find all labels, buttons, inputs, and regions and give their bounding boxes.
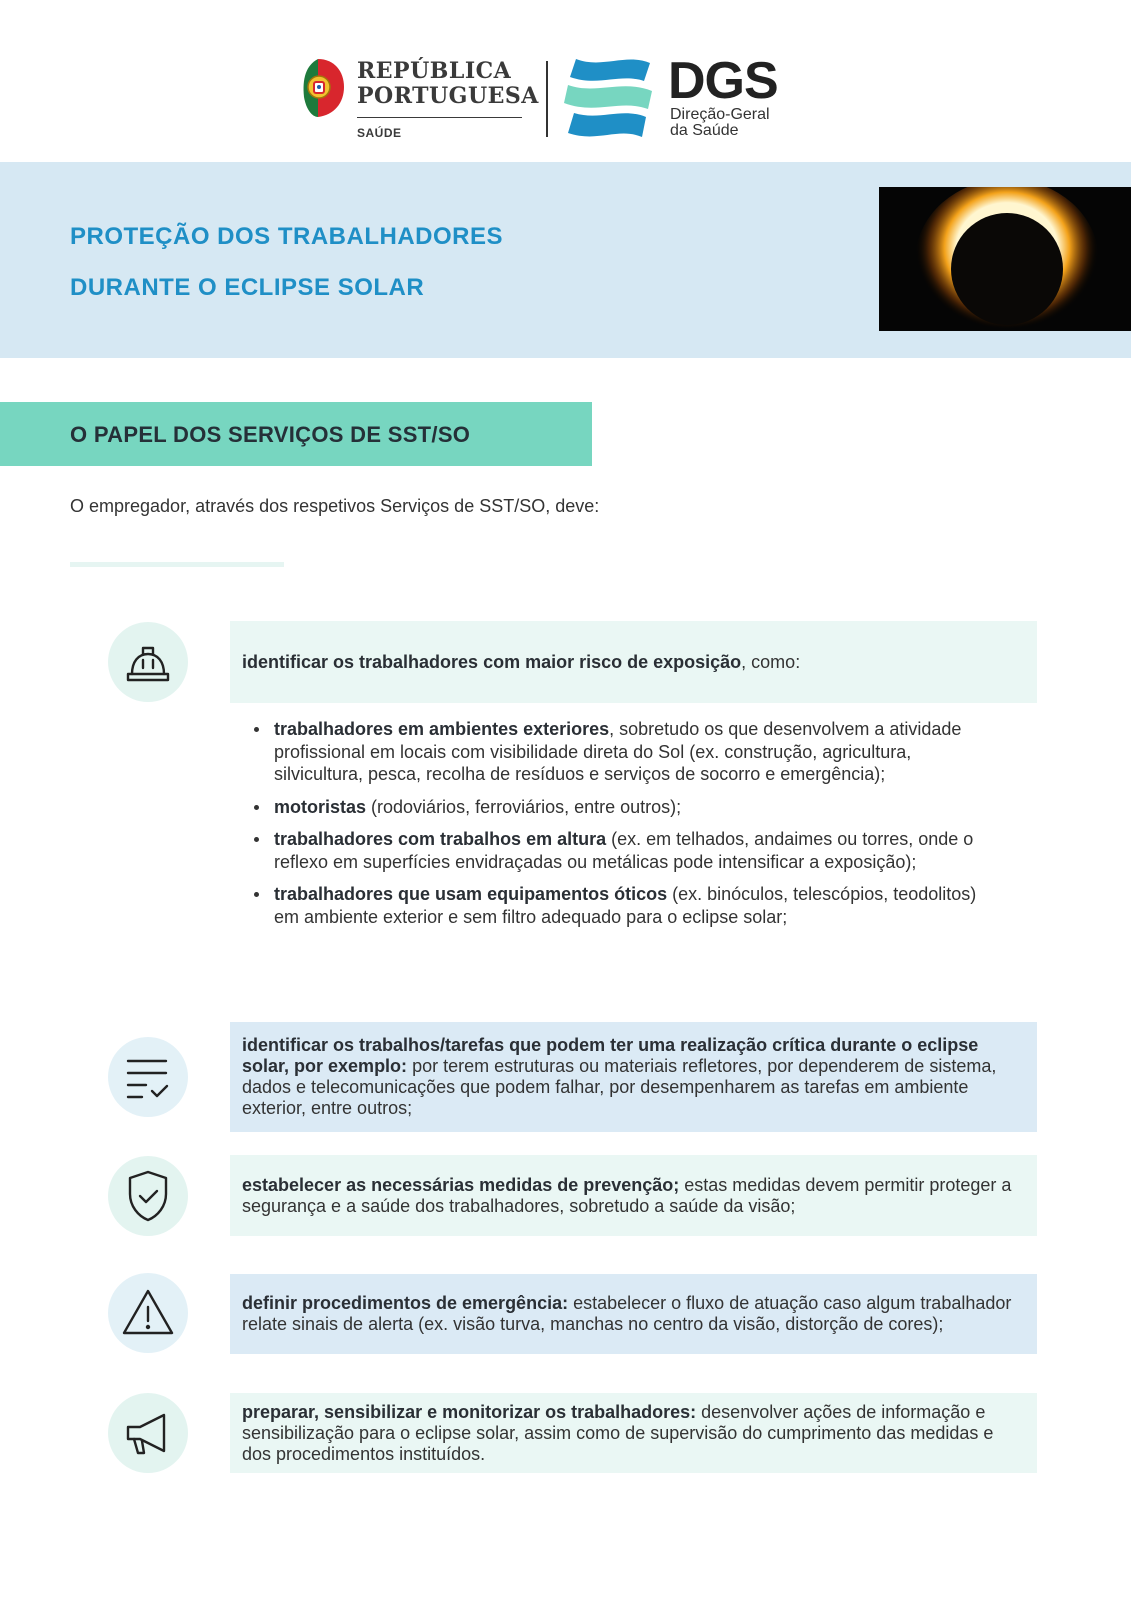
page-title-line-1: PROTEÇÃO DOS TRABALHADORES	[70, 223, 504, 250]
item-4-text: estabelecer o fluxo de atuação caso algum trabalhador relate sinais de alerta (ex. visão turva, manchas no centro da visão, distorção de cores);	[242, 1293, 1012, 1334]
logo-underline	[357, 117, 522, 118]
shield-check-icon	[120, 1168, 176, 1224]
item-card-5	[230, 1393, 1037, 1473]
logo-divider	[546, 61, 548, 137]
item-card-2	[230, 1022, 1037, 1132]
eclipse-icon	[879, 187, 1131, 331]
intro-text: O empregador, através dos respetivos Serviços de SST/SO, deve:	[70, 496, 600, 516]
list-item: trabalhadores em ambientes exteriores, sobretudo os que desenvolvem a atividade profissional em locais com visibilidade direta do Sol (ex. construção, agricultura, silvicultura, pesca, recolha de resíduos e serviços de socorro e emergência);	[252, 718, 992, 786]
item-card-4	[230, 1274, 1037, 1354]
item-1-bold: identificar os trabalhadores com maior risco de exposição	[242, 651, 742, 672]
item-card-1	[230, 621, 1037, 703]
section-title: O PAPEL DOS SERVIÇOS DE SST/SO	[70, 422, 471, 447]
logo-subtitle: SAÚDE	[357, 126, 402, 140]
portugal-emblem-icon	[300, 57, 346, 119]
item-card-3	[230, 1155, 1037, 1236]
intro-divider	[70, 562, 284, 567]
item-5-text: desenvolver ações de informação e sensibilização para o eclipse solar, assim como de supervisão do cumprimento das medidas e dos procedimentos instituídos.	[242, 1401, 994, 1464]
header-logos	[300, 52, 800, 145]
item-2-bold: identificar os trabalhos/tarefas que podem ter uma realização crítica durante o eclipse solar, por exemplo:	[242, 1035, 979, 1076]
megaphone-icon-circle	[108, 1393, 188, 1473]
megaphone-icon	[120, 1405, 176, 1461]
warning-icon	[120, 1285, 176, 1341]
item-1-text: , como:	[741, 651, 801, 672]
section-banner	[0, 402, 592, 466]
list-item: trabalhadores com trabalhos em altura (ex. em telhados, andaimes ou torres, onde o reflexo em superfícies envidraçadas ou metálicas pode intensificar a exposição);	[252, 828, 992, 873]
checklist-icon	[120, 1049, 176, 1105]
warning-icon-circle	[108, 1273, 188, 1353]
list-item: trabalhadores que usam equipamentos óticos (ex. binóculos, telescópios, teodolitos) em ambiente exterior e sem filtro adequado para o eclipse solar;	[252, 883, 992, 928]
dgs-subtitle: Direção-Geral da Saúde	[670, 106, 770, 139]
hard-hat-icon-circle	[108, 622, 188, 702]
list-item: motoristas (rodoviários, ferroviários, entre outros);	[252, 796, 992, 819]
item-2-text: por terem estruturas ou materiais refletores, por dependerem de sistema, dados e telecomunicações que podem falhar, por desempenharem as tarefas em ambiente exterior, entre outros;	[242, 1056, 997, 1118]
risk-worker-list	[252, 718, 992, 938]
dgs-wave-icon	[562, 55, 658, 143]
checklist-icon-circle	[108, 1037, 188, 1117]
republica-portuguesa-logotype: REPÚBLICA PORTUGUESA	[357, 58, 539, 109]
page-title-line-2: DURANTE O ECLIPSE SOLAR	[70, 274, 425, 301]
item-4-bold: definir procedimentos de emergência:	[242, 1293, 569, 1313]
dgs-logotype: DGS	[668, 52, 778, 110]
shield-check-icon-circle	[108, 1156, 188, 1236]
item-3-bold: estabelecer as necessárias medidas de prevenção;	[242, 1174, 680, 1195]
hard-hat-icon	[120, 634, 176, 690]
item-5-bold: preparar, sensibilizar e monitorizar os trabalhadores:	[242, 1401, 697, 1422]
item-3-text: estas medidas devem permitir proteger a segurança e a saúde dos trabalhadores, sobretudo a saúde da visão;	[242, 1174, 1012, 1216]
eclipse-photo	[879, 187, 1131, 331]
